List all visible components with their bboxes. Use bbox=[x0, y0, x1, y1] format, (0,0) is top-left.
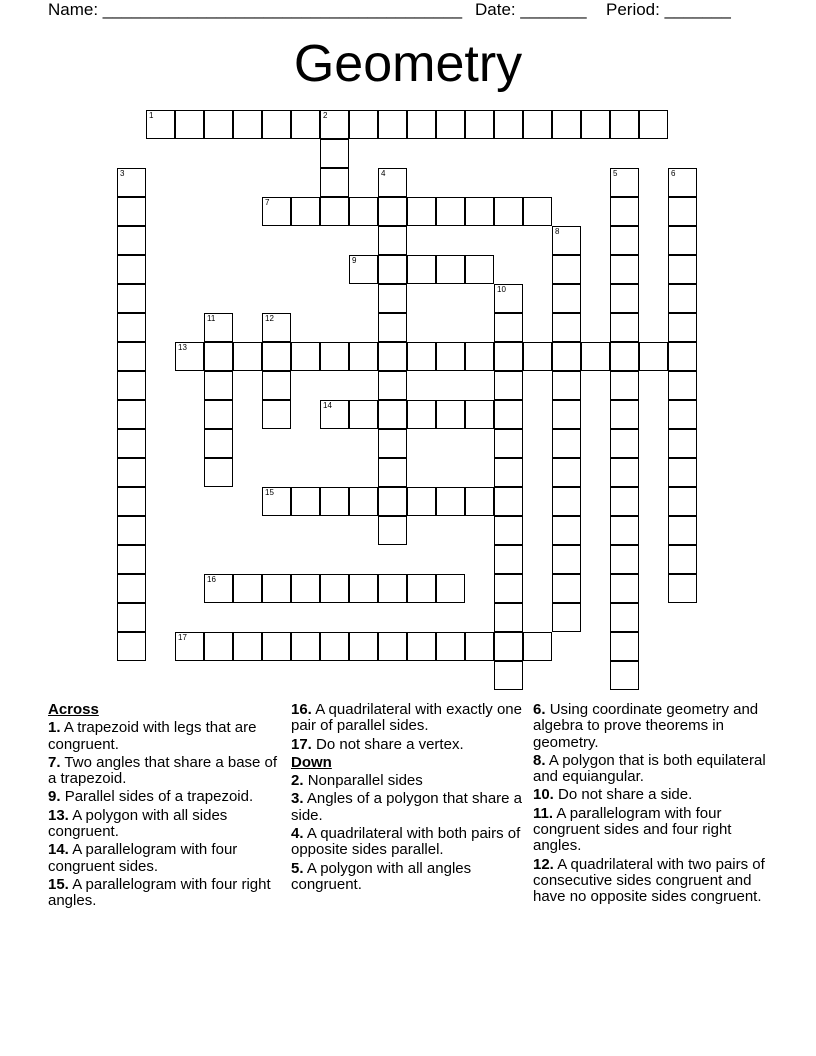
crossword-cell[interactable] bbox=[610, 313, 639, 342]
name-field-label: Name: ______________________________________ bbox=[48, 0, 463, 19]
crossword-cell[interactable] bbox=[349, 342, 378, 371]
crossword-cell[interactable] bbox=[552, 255, 581, 284]
crossword-cell[interactable] bbox=[552, 110, 581, 139]
crossword-cell[interactable] bbox=[552, 342, 581, 371]
crossword-cell[interactable] bbox=[668, 226, 697, 255]
crossword-cell[interactable] bbox=[233, 110, 262, 139]
clue-down-4: 4. A quadrilateral with both pairs of opposite sides parallel. bbox=[291, 825, 521, 859]
crossword-cell[interactable] bbox=[523, 342, 552, 371]
crossword-cell[interactable] bbox=[494, 574, 523, 603]
crossword-cell[interactable] bbox=[552, 458, 581, 487]
crossword-cell[interactable] bbox=[668, 342, 697, 371]
crossword-cell[interactable] bbox=[378, 255, 407, 284]
crossword-cell[interactable] bbox=[175, 342, 204, 371]
crossword-cell[interactable] bbox=[233, 632, 262, 661]
crossword-cell[interactable] bbox=[639, 110, 668, 139]
crossword-cell[interactable] bbox=[349, 487, 378, 516]
crossword-cell[interactable] bbox=[552, 371, 581, 400]
clue-number: 7 bbox=[265, 198, 270, 207]
clue-number: 17 bbox=[178, 633, 187, 642]
crossword-cell[interactable] bbox=[581, 342, 610, 371]
clue-across-16: 16. A quadrilateral with exactly one pair of parallel sides. bbox=[291, 701, 522, 735]
crossword-cell[interactable] bbox=[378, 487, 407, 516]
crossword-cell[interactable] bbox=[378, 342, 407, 371]
clue-number: 9 bbox=[352, 256, 357, 265]
crossword-cell[interactable] bbox=[552, 545, 581, 574]
crossword-cell[interactable] bbox=[639, 342, 668, 371]
crossword-cell[interactable] bbox=[668, 487, 697, 516]
crossword-cell[interactable] bbox=[291, 197, 320, 226]
clue-down-8: 8. A polygon that is both equilateral and equiangular. bbox=[533, 751, 766, 786]
crossword-cell[interactable] bbox=[349, 400, 378, 429]
crossword-cell[interactable] bbox=[146, 110, 175, 139]
clue-across-7: 7. Two angles that share a base of a trapezoid. bbox=[48, 753, 278, 788]
crossword-cell[interactable] bbox=[494, 429, 523, 458]
clue-number: 14 bbox=[323, 401, 332, 410]
crossword-cell[interactable] bbox=[117, 284, 146, 313]
crossword-cell[interactable] bbox=[610, 429, 639, 458]
crossword-cell[interactable] bbox=[204, 371, 233, 400]
crossword-cell[interactable] bbox=[407, 487, 436, 516]
crossword-cell[interactable] bbox=[494, 458, 523, 487]
crossword-cell[interactable] bbox=[320, 487, 349, 516]
clues-column-2 bbox=[291, 702, 526, 895]
crossword-cell[interactable] bbox=[581, 110, 610, 139]
clue-number: 6 bbox=[671, 169, 676, 178]
crossword-cell[interactable] bbox=[117, 516, 146, 545]
crossword-cell[interactable] bbox=[610, 226, 639, 255]
clue-number: 16 bbox=[207, 575, 216, 584]
crossword-cell[interactable] bbox=[349, 110, 378, 139]
crossword-cell[interactable] bbox=[117, 400, 146, 429]
crossword-cell[interactable] bbox=[320, 168, 349, 197]
crossword-cell[interactable] bbox=[610, 197, 639, 226]
crossword-cell[interactable] bbox=[117, 574, 146, 603]
crossword-cell[interactable] bbox=[436, 574, 465, 603]
crossword-cell[interactable] bbox=[610, 603, 639, 632]
crossword-cell[interactable] bbox=[407, 255, 436, 284]
crossword-cell[interactable] bbox=[349, 632, 378, 661]
crossword-cell[interactable] bbox=[378, 284, 407, 313]
crossword-cell[interactable] bbox=[204, 110, 233, 139]
date-field-label: Date: _______ bbox=[475, 0, 587, 19]
clue-across-1: 1. A trapezoid with legs that are congruent. bbox=[48, 719, 257, 753]
crossword-cell[interactable] bbox=[378, 516, 407, 545]
crossword-cell[interactable] bbox=[175, 110, 204, 139]
crossword-cell[interactable] bbox=[291, 342, 320, 371]
crossword-cell[interactable] bbox=[204, 574, 233, 603]
crossword-cell[interactable] bbox=[552, 226, 581, 255]
crossword-cell[interactable] bbox=[117, 545, 146, 574]
clue-number: 15 bbox=[265, 488, 274, 497]
clue-down-5: 5. A polygon with all angles congruent. bbox=[291, 859, 472, 893]
crossword-cell[interactable] bbox=[465, 632, 494, 661]
crossword-cell[interactable] bbox=[117, 429, 146, 458]
crossword-cell[interactable] bbox=[320, 197, 349, 226]
crossword-cell[interactable] bbox=[465, 342, 494, 371]
crossword-cell[interactable] bbox=[494, 603, 523, 632]
crossword-cell[interactable] bbox=[320, 400, 349, 429]
crossword-cell[interactable] bbox=[523, 197, 552, 226]
crossword-cell[interactable] bbox=[552, 313, 581, 342]
clue-down-2: 2. Nonparallel sides bbox=[291, 772, 423, 790]
crossword-cell[interactable] bbox=[610, 574, 639, 603]
crossword-cell[interactable] bbox=[378, 168, 407, 197]
crossword-cell[interactable] bbox=[117, 458, 146, 487]
crossword-cell[interactable] bbox=[494, 545, 523, 574]
crossword-cell[interactable] bbox=[407, 342, 436, 371]
clue-number: 12 bbox=[265, 314, 274, 323]
crossword-cell[interactable] bbox=[668, 197, 697, 226]
crossword-cell[interactable] bbox=[117, 168, 146, 197]
clue-number: 2 bbox=[323, 111, 328, 120]
crossword-cell[interactable] bbox=[668, 574, 697, 603]
crossword-cell[interactable] bbox=[320, 139, 349, 168]
crossword-cell[interactable] bbox=[262, 313, 291, 342]
clue-across-17: 17. Do not share a vertex. bbox=[291, 735, 464, 753]
crossword-cell[interactable] bbox=[668, 516, 697, 545]
crossword-cell[interactable] bbox=[610, 632, 639, 661]
crossword-cell[interactable] bbox=[668, 168, 697, 197]
across-heading: Across bbox=[48, 701, 99, 718]
clue-across-14: 14. A parallelogram with four congruent sides. bbox=[48, 841, 238, 875]
crossword-cell[interactable] bbox=[552, 516, 581, 545]
crossword-cell[interactable] bbox=[494, 313, 523, 342]
crossword-cell[interactable] bbox=[291, 574, 320, 603]
crossword-cell[interactable] bbox=[610, 516, 639, 545]
crossword-cell[interactable] bbox=[320, 342, 349, 371]
crossword-cell[interactable] bbox=[117, 313, 146, 342]
clue-down-6: 6. Using coordinate geometry and algebra to prove theorems in geometry. bbox=[533, 701, 759, 751]
crossword-cell[interactable] bbox=[494, 632, 523, 661]
clues-column-3 bbox=[533, 702, 768, 908]
crossword-cell[interactable] bbox=[494, 197, 523, 226]
crossword-cell[interactable] bbox=[552, 603, 581, 632]
crossword-cell[interactable] bbox=[378, 400, 407, 429]
crossword-cell[interactable] bbox=[610, 371, 639, 400]
crossword-cell[interactable] bbox=[610, 545, 639, 574]
crossword-cell[interactable] bbox=[233, 342, 262, 371]
crossword-cell[interactable] bbox=[552, 574, 581, 603]
crossword-cell[interactable] bbox=[494, 516, 523, 545]
crossword-cell[interactable] bbox=[494, 661, 523, 690]
crossword-cell[interactable] bbox=[407, 197, 436, 226]
crossword-cell[interactable] bbox=[320, 574, 349, 603]
crossword-cell[interactable] bbox=[407, 400, 436, 429]
crossword-cell[interactable] bbox=[262, 342, 291, 371]
crossword-cell[interactable] bbox=[436, 255, 465, 284]
clue-number: 1 bbox=[149, 111, 154, 120]
clue-down-3: 3. Angles of a polygon that share a side. bbox=[291, 790, 523, 824]
crossword-cell[interactable] bbox=[668, 255, 697, 284]
crossword-cell[interactable] bbox=[204, 313, 233, 342]
crossword-cell[interactable] bbox=[117, 226, 146, 255]
crossword-cell[interactable] bbox=[494, 342, 523, 371]
clue-down-11: 11. A parallelogram with four congruent sides and four right angles. bbox=[533, 804, 732, 855]
crossword-cell[interactable] bbox=[552, 400, 581, 429]
clue-down-10: 10. Do not share a side. bbox=[533, 786, 693, 804]
clue-number: 5 bbox=[613, 169, 618, 178]
crossword-cell[interactable] bbox=[610, 168, 639, 197]
crossword-cell[interactable] bbox=[262, 574, 291, 603]
clue-across-15: 15. A parallelogram with four right angles. bbox=[48, 875, 271, 910]
crossword-cell[interactable] bbox=[668, 545, 697, 574]
crossword-cell[interactable] bbox=[117, 197, 146, 226]
crossword-cell[interactable] bbox=[465, 110, 494, 139]
crossword-cell[interactable] bbox=[494, 487, 523, 516]
crossword-cell[interactable] bbox=[523, 632, 552, 661]
crossword-cell[interactable] bbox=[668, 458, 697, 487]
crossword-cell[interactable] bbox=[494, 371, 523, 400]
clue-number: 8 bbox=[555, 227, 560, 236]
crossword-cell[interactable] bbox=[204, 429, 233, 458]
crossword-cell[interactable] bbox=[378, 371, 407, 400]
crossword-cell[interactable] bbox=[378, 458, 407, 487]
crossword-cell[interactable] bbox=[378, 226, 407, 255]
clue-across-9: 9. Parallel sides of a trapezoid. bbox=[48, 788, 254, 806]
crossword-cell[interactable] bbox=[378, 632, 407, 661]
crossword-cell[interactable] bbox=[204, 632, 233, 661]
crossword-cell[interactable] bbox=[610, 458, 639, 487]
crossword-cell[interactable] bbox=[610, 110, 639, 139]
clue-number: 10 bbox=[497, 285, 506, 294]
crossword-cell[interactable] bbox=[610, 255, 639, 284]
crossword-cell[interactable] bbox=[407, 632, 436, 661]
crossword-cell[interactable] bbox=[262, 632, 291, 661]
crossword-cell[interactable] bbox=[436, 110, 465, 139]
crossword-cell[interactable] bbox=[407, 574, 436, 603]
crossword-cell[interactable] bbox=[378, 197, 407, 226]
crossword-cell[interactable] bbox=[610, 342, 639, 371]
crossword-cell[interactable] bbox=[610, 284, 639, 313]
page-title: Geometry bbox=[293, 35, 523, 93]
crossword-cell[interactable] bbox=[552, 429, 581, 458]
crossword-cell[interactable] bbox=[117, 603, 146, 632]
crossword-cell[interactable] bbox=[378, 574, 407, 603]
crossword-cell[interactable] bbox=[378, 110, 407, 139]
crossword-cell[interactable] bbox=[610, 400, 639, 429]
crossword-cell[interactable] bbox=[291, 110, 320, 139]
crossword-cell[interactable] bbox=[668, 371, 697, 400]
crossword-cell[interactable] bbox=[668, 313, 697, 342]
crossword-cell[interactable] bbox=[262, 487, 291, 516]
crossword-cell[interactable] bbox=[407, 110, 436, 139]
clue-across-13: 13. A polygon with all sides congruent. bbox=[48, 806, 228, 841]
crossword-cell[interactable] bbox=[233, 574, 262, 603]
clue-down-12: 12. A quadrilateral with two pairs of consecutive sides congruent and have no opposite sides congruent. bbox=[533, 855, 765, 906]
crossword-cell[interactable] bbox=[465, 400, 494, 429]
clue-number: 4 bbox=[381, 169, 386, 178]
crossword-cell[interactable] bbox=[204, 400, 233, 429]
crossword-cell[interactable] bbox=[610, 661, 639, 690]
clue-number: 3 bbox=[120, 169, 125, 178]
period-field-label: Period: _______ bbox=[606, 0, 731, 19]
crossword-cell[interactable] bbox=[436, 632, 465, 661]
crossword-cell[interactable] bbox=[175, 632, 204, 661]
crossword-cell[interactable] bbox=[523, 110, 552, 139]
crossword-cell[interactable] bbox=[117, 371, 146, 400]
crossword-cell[interactable] bbox=[378, 429, 407, 458]
crossword-cell[interactable] bbox=[291, 632, 320, 661]
crossword-cell[interactable] bbox=[117, 632, 146, 661]
crossword-cell[interactable] bbox=[465, 197, 494, 226]
crossword-cell[interactable] bbox=[262, 400, 291, 429]
down-heading: Down bbox=[291, 753, 332, 771]
crossword-cell[interactable] bbox=[552, 487, 581, 516]
crossword-cell[interactable] bbox=[349, 574, 378, 603]
crossword-cell[interactable] bbox=[668, 429, 697, 458]
crossword-cell[interactable] bbox=[320, 632, 349, 661]
crossword-cell[interactable] bbox=[291, 487, 320, 516]
crossword-cell[interactable] bbox=[349, 197, 378, 226]
crossword-cell[interactable] bbox=[117, 487, 146, 516]
crossword-cell[interactable] bbox=[552, 284, 581, 313]
crossword-cell[interactable] bbox=[349, 255, 378, 284]
crossword-cell[interactable] bbox=[494, 284, 523, 313]
crossword-cell[interactable] bbox=[668, 284, 697, 313]
clue-number: 13 bbox=[178, 343, 187, 352]
crossword-cell[interactable] bbox=[436, 487, 465, 516]
crossword-cell[interactable] bbox=[494, 110, 523, 139]
crossword-cell[interactable] bbox=[378, 313, 407, 342]
crossword-cell[interactable] bbox=[668, 400, 697, 429]
crossword-cell[interactable] bbox=[494, 400, 523, 429]
crossword-cell[interactable] bbox=[204, 342, 233, 371]
crossword-cell[interactable] bbox=[465, 255, 494, 284]
clue-number: 11 bbox=[207, 314, 216, 323]
crossword-cell[interactable] bbox=[262, 371, 291, 400]
crossword-cell[interactable] bbox=[204, 458, 233, 487]
clues-column-1 bbox=[48, 702, 283, 912]
crossword-cell[interactable] bbox=[465, 487, 494, 516]
crossword-cell[interactable] bbox=[610, 487, 639, 516]
crossword-cell[interactable] bbox=[262, 197, 291, 226]
crossword-cell[interactable] bbox=[436, 197, 465, 226]
crossword-cell[interactable] bbox=[436, 400, 465, 429]
crossword-cell[interactable] bbox=[117, 342, 146, 371]
crossword-cell[interactable] bbox=[117, 255, 146, 284]
crossword-cell[interactable] bbox=[320, 110, 349, 139]
crossword-cell[interactable] bbox=[262, 110, 291, 139]
crossword-cell[interactable] bbox=[436, 342, 465, 371]
